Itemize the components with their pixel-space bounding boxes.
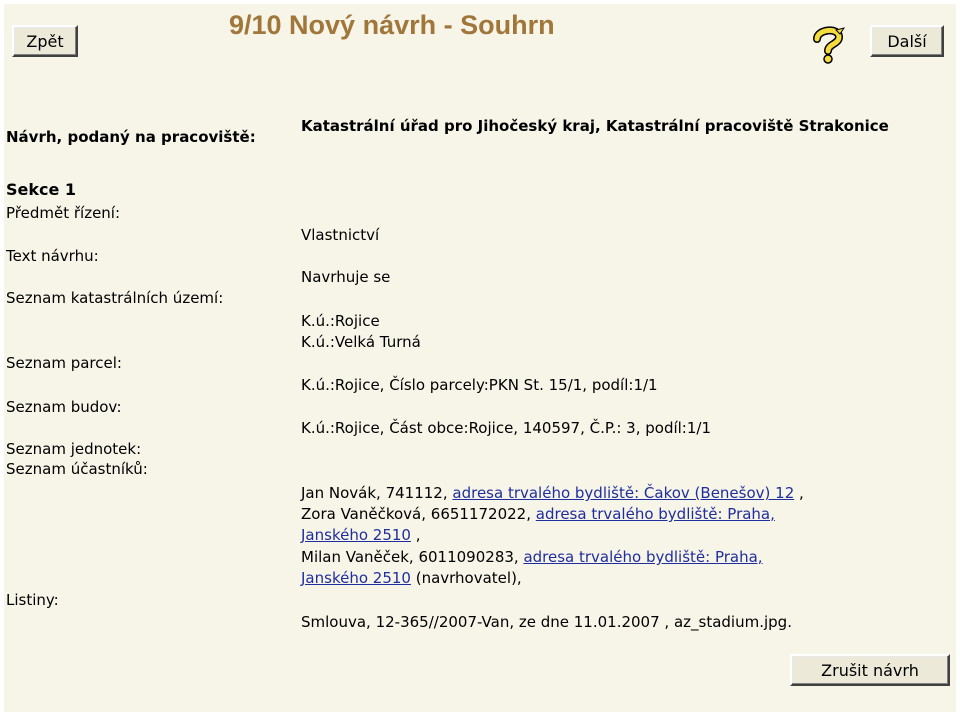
- participants-label: Seznam účastníků:: [6, 460, 148, 478]
- next-button[interactable]: Další: [870, 25, 944, 57]
- documents-label: Listiny:: [6, 591, 59, 609]
- cadastral-item: K.ú.:Velká Turná: [301, 333, 421, 351]
- participant-suffix: (navrhovatel),: [410, 569, 522, 587]
- participant-address-link-cont[interactable]: Janského 2510: [301, 526, 411, 544]
- question-mark-icon[interactable]: [806, 24, 850, 64]
- participant-address-link[interactable]: adresa trvalého bydliště: Praha,: [535, 505, 775, 523]
- participant-suffix: ,: [794, 484, 804, 502]
- cancel-proposal-button[interactable]: Zrušit návrh: [790, 654, 950, 686]
- wizard-page: [4, 4, 956, 712]
- section-heading: Sekce 1: [6, 180, 77, 199]
- participant-name: Zora Vaněčková, 6651172022,: [301, 505, 536, 523]
- cadastral-item: K.ú.:Rojice: [301, 312, 380, 330]
- cadastral-list-label: Seznam katastrálních území:: [6, 289, 224, 307]
- submission-office-value: Katastrální úřad pro Jihočeský kraj, Katastrální pracoviště Strakonice: [301, 117, 889, 135]
- buildings-value: K.ú.:Rojice, Část obce:Rojice, 140597, Č.P.: 3, podíl:1/1: [301, 419, 712, 437]
- participant-address-link-cont[interactable]: Janského 2510: [301, 569, 411, 587]
- units-label: Seznam jednotek:: [6, 440, 142, 458]
- participant-suffix: ,: [410, 526, 421, 544]
- subject-value: Vlastnictví: [301, 226, 380, 244]
- page-title: 9/10 Nový návrh - Souhrn: [229, 10, 555, 40]
- participant-item: [301, 504, 775, 546]
- participant-address-link[interactable]: adresa trvalého bydliště: Čakov (Benešov) 12: [452, 484, 795, 502]
- subject-label: Předmět řízení:: [6, 204, 121, 222]
- parcels-value: K.ú.:Rojice, Číslo parcely:PKN St. 15/1, podíl:1/1: [301, 376, 658, 394]
- text-label: Text návrhu:: [6, 247, 99, 265]
- parcels-label: Seznam parcel:: [6, 354, 122, 372]
- submission-office-label: Návrh, podaný na pracoviště:: [6, 128, 256, 146]
- participant-item: [301, 483, 804, 504]
- participant-name: Jan Novák, 741112,: [301, 484, 453, 502]
- back-button[interactable]: Zpět: [12, 25, 78, 57]
- documents-value: Smlouva, 12-365//2007-Van, ze dne 11.01.2007 , az_stadium.jpg.: [301, 613, 792, 631]
- participant-address-link[interactable]: adresa trvalého bydliště: Praha,: [523, 548, 763, 566]
- buildings-label: Seznam budov:: [6, 398, 122, 416]
- participant-item: [301, 547, 763, 589]
- text-value: Navrhuje se: [301, 268, 391, 286]
- participant-name: Milan Vaněček, 6011090283,: [301, 548, 524, 566]
